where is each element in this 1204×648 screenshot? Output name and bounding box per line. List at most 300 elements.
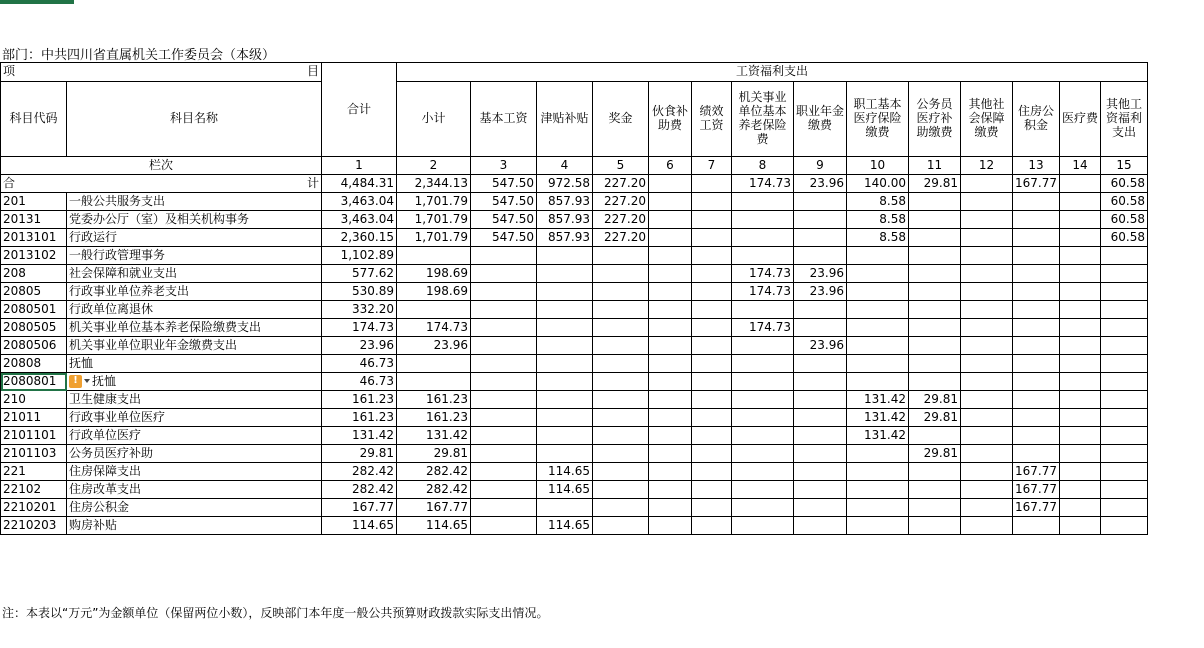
table-row[interactable] [1, 337, 1148, 355]
cell-value[interactable] [649, 409, 692, 427]
cell-value[interactable] [732, 193, 794, 211]
cell-value[interactable] [794, 499, 847, 517]
cell-value[interactable] [537, 355, 593, 373]
cell-value[interactable] [732, 211, 794, 229]
row-name[interactable]: 行政运行 [67, 229, 322, 247]
cell-value[interactable] [471, 319, 537, 337]
cell-value[interactable] [1060, 283, 1101, 301]
cell-value[interactable]: 530.89 [322, 283, 397, 301]
cell-value[interactable] [732, 373, 794, 391]
cell-value[interactable] [847, 319, 909, 337]
cell-value[interactable] [1060, 445, 1101, 463]
cell-value[interactable] [1060, 301, 1101, 319]
cell-value[interactable]: 46.73 [322, 373, 397, 391]
cell-value[interactable]: 547.50 [471, 229, 537, 247]
cell-value[interactable] [1101, 445, 1148, 463]
cell-value[interactable] [1013, 319, 1060, 337]
table-row[interactable] [1, 481, 1148, 499]
cell-value[interactable] [471, 481, 537, 499]
cell-value[interactable] [961, 247, 1013, 265]
row-code[interactable]: 2013102 [1, 247, 67, 265]
cell-value[interactable]: 167.77 [1013, 499, 1060, 517]
cell-value[interactable] [471, 409, 537, 427]
cell-value[interactable] [794, 517, 847, 535]
cell-value[interactable]: 167.77 [322, 499, 397, 517]
cell-value[interactable] [909, 283, 961, 301]
cell-value[interactable] [961, 193, 1013, 211]
cell-value[interactable] [692, 409, 732, 427]
cell-value[interactable] [961, 409, 1013, 427]
cell-value[interactable] [909, 427, 961, 445]
table-row[interactable] [1, 319, 1148, 337]
cell-value[interactable] [961, 427, 1013, 445]
cell-value[interactable] [537, 319, 593, 337]
table-row[interactable] [1, 517, 1148, 535]
cell-value[interactable] [593, 409, 649, 427]
cell-value[interactable] [649, 481, 692, 499]
cell-value[interactable] [909, 337, 961, 355]
cell-value[interactable]: 8.58 [847, 193, 909, 211]
cell-value[interactable]: 857.93 [537, 229, 593, 247]
cell-value[interactable] [1060, 499, 1101, 517]
cell-value[interactable]: 23.96 [322, 337, 397, 355]
row-code[interactable]: 20808 [1, 355, 67, 373]
cell-value[interactable]: 114.65 [322, 517, 397, 535]
row-code[interactable]: 2080801 [1, 373, 67, 391]
cell-value[interactable] [649, 229, 692, 247]
cell-value[interactable]: 1,701.79 [397, 229, 471, 247]
cell-value[interactable] [471, 445, 537, 463]
cell-value[interactable] [397, 355, 471, 373]
cell-value[interactable]: 857.93 [537, 193, 593, 211]
cell-value[interactable] [593, 391, 649, 409]
cell-value[interactable] [593, 517, 649, 535]
row-code[interactable]: 2080505 [1, 319, 67, 337]
cell-value[interactable] [1060, 409, 1101, 427]
cell-value[interactable] [961, 517, 1013, 535]
cell-value[interactable] [909, 517, 961, 535]
table-row[interactable] [1, 463, 1148, 481]
cell-value[interactable] [692, 283, 732, 301]
cell-value[interactable]: 29.81 [397, 445, 471, 463]
cell-value[interactable] [1013, 283, 1060, 301]
row-code[interactable]: 21011 [1, 409, 67, 427]
cell-value[interactable] [593, 445, 649, 463]
cell-value[interactable] [593, 499, 649, 517]
row-name[interactable]: 机关事业单位基本养老保险缴费支出 [67, 319, 322, 337]
row-name[interactable]: 行政事业单位养老支出 [67, 283, 322, 301]
cell-value[interactable] [692, 373, 732, 391]
cell-value[interactable] [537, 427, 593, 445]
cell-value[interactable] [692, 229, 732, 247]
cell-value[interactable] [909, 355, 961, 373]
cell-value[interactable] [732, 445, 794, 463]
cell-value[interactable]: 23.96 [794, 265, 847, 283]
cell-value[interactable] [692, 265, 732, 283]
table-row[interactable] [1, 283, 1148, 301]
row-name[interactable]: 住房保障支出 [67, 463, 322, 481]
cell-value[interactable] [909, 463, 961, 481]
cell-value[interactable] [1013, 265, 1060, 283]
cell-value[interactable] [649, 247, 692, 265]
cell-value[interactable] [537, 301, 593, 319]
cell-value[interactable] [471, 373, 537, 391]
cell-value[interactable]: 282.42 [322, 481, 397, 499]
cell-value[interactable] [847, 265, 909, 283]
cell-value[interactable] [1101, 499, 1148, 517]
cell-value[interactable]: 174.73 [732, 319, 794, 337]
row-name[interactable]: 住房改革支出 [67, 481, 322, 499]
table-row[interactable] [1, 445, 1148, 463]
cell-value[interactable] [593, 481, 649, 499]
cell-value[interactable] [847, 499, 909, 517]
cell-value[interactable] [961, 445, 1013, 463]
row-code[interactable]: 221 [1, 463, 67, 481]
cell-value[interactable]: 547.50 [471, 193, 537, 211]
cell-value[interactable] [794, 355, 847, 373]
cell-value[interactable]: 1,102.89 [322, 247, 397, 265]
cell-value[interactable] [471, 463, 537, 481]
cell-value[interactable] [471, 283, 537, 301]
cell-value[interactable]: 46.73 [322, 355, 397, 373]
cell-value[interactable]: 29.81 [909, 445, 961, 463]
cell-value[interactable]: 23.96 [794, 283, 847, 301]
cell-value[interactable] [847, 247, 909, 265]
cell-value[interactable] [593, 283, 649, 301]
cell-value[interactable] [537, 283, 593, 301]
cell-value[interactable] [847, 355, 909, 373]
cell-value[interactable] [692, 301, 732, 319]
row-name[interactable]: 抚恤 [67, 355, 322, 373]
row-name[interactable]: 公务员医疗补助 [67, 445, 322, 463]
cell-value[interactable] [1101, 247, 1148, 265]
cell-value[interactable] [1101, 265, 1148, 283]
cell-value[interactable] [1060, 373, 1101, 391]
cell-value[interactable] [649, 427, 692, 445]
cell-value[interactable] [692, 391, 732, 409]
cell-value[interactable]: 131.42 [847, 427, 909, 445]
cell-value[interactable] [961, 283, 1013, 301]
cell-value[interactable] [1060, 193, 1101, 211]
cell-value[interactable]: 161.23 [397, 391, 471, 409]
cell-value[interactable] [732, 247, 794, 265]
cell-value[interactable] [732, 391, 794, 409]
cell-value[interactable] [471, 499, 537, 517]
cell-value[interactable] [593, 265, 649, 283]
cell-value[interactable]: 227.20 [593, 211, 649, 229]
table-row[interactable] [1, 427, 1148, 445]
cell-value[interactable]: 60.58 [1101, 193, 1148, 211]
cell-value[interactable] [794, 427, 847, 445]
cell-value[interactable] [593, 247, 649, 265]
cell-value[interactable] [909, 211, 961, 229]
cell-value[interactable] [1060, 427, 1101, 445]
row-code[interactable]: 208 [1, 265, 67, 283]
cell-value[interactable]: 29.81 [909, 409, 961, 427]
cell-value[interactable] [1013, 229, 1060, 247]
cell-value[interactable] [909, 229, 961, 247]
cell-value[interactable]: 1,701.79 [397, 193, 471, 211]
cell-value[interactable] [1013, 211, 1060, 229]
cell-value[interactable] [1101, 283, 1148, 301]
cell-value[interactable] [1060, 319, 1101, 337]
cell-value[interactable] [692, 463, 732, 481]
cell-value[interactable] [847, 283, 909, 301]
cell-value[interactable]: 547.50 [471, 211, 537, 229]
cell-value[interactable] [961, 373, 1013, 391]
cell-value[interactable]: 167.77 [1013, 463, 1060, 481]
cell-value[interactable] [649, 211, 692, 229]
cell-value[interactable] [649, 319, 692, 337]
cell-value[interactable] [692, 499, 732, 517]
table-row[interactable] [1, 193, 1148, 211]
cell-value[interactable] [961, 265, 1013, 283]
cell-value[interactable]: 198.69 [397, 265, 471, 283]
cell-value[interactable] [649, 301, 692, 319]
cell-value[interactable] [649, 517, 692, 535]
cell-value[interactable] [961, 337, 1013, 355]
cell-value[interactable]: 131.42 [397, 427, 471, 445]
row-name[interactable]: 社会保障和就业支出 [67, 265, 322, 283]
row-name[interactable]: 卫生健康支出 [67, 391, 322, 409]
cell-value[interactable]: 23.96 [794, 337, 847, 355]
cell-value[interactable] [649, 355, 692, 373]
cell-value[interactable] [649, 337, 692, 355]
table-row[interactable] [1, 355, 1148, 373]
cell-value[interactable] [847, 517, 909, 535]
cell-value[interactable] [692, 427, 732, 445]
table-row[interactable] [1, 499, 1148, 517]
cell-value[interactable] [537, 247, 593, 265]
cell-value[interactable] [1013, 445, 1060, 463]
cell-value[interactable] [1013, 427, 1060, 445]
cell-value[interactable]: 167.77 [397, 499, 471, 517]
cell-value[interactable] [593, 337, 649, 355]
cell-value[interactable] [794, 445, 847, 463]
cell-value[interactable] [961, 211, 1013, 229]
cell-value[interactable]: 60.58 [1101, 211, 1148, 229]
cell-value[interactable] [593, 355, 649, 373]
cell-value[interactable] [732, 337, 794, 355]
cell-value[interactable]: 161.23 [397, 409, 471, 427]
cell-value[interactable]: 8.58 [847, 229, 909, 247]
cell-value[interactable] [847, 445, 909, 463]
cell-value[interactable]: 1,701.79 [397, 211, 471, 229]
cell-value[interactable]: 2,360.15 [322, 229, 397, 247]
cell-value[interactable]: 29.81 [322, 445, 397, 463]
cell-value[interactable] [692, 319, 732, 337]
cell-value[interactable]: 161.23 [322, 409, 397, 427]
cell-value[interactable] [471, 391, 537, 409]
row-name[interactable]: 住房公积金 [67, 499, 322, 517]
cell-value[interactable]: 8.58 [847, 211, 909, 229]
cell-value[interactable] [471, 355, 537, 373]
cell-value[interactable] [909, 319, 961, 337]
cell-value[interactable] [649, 283, 692, 301]
cell-value[interactable] [537, 373, 593, 391]
cell-value[interactable]: 3,463.04 [322, 211, 397, 229]
cell-value[interactable]: 167.77 [1013, 481, 1060, 499]
cell-value[interactable]: 29.81 [909, 391, 961, 409]
cell-value[interactable] [909, 265, 961, 283]
cell-value[interactable] [909, 499, 961, 517]
cell-value[interactable] [471, 517, 537, 535]
cell-value[interactable] [909, 193, 961, 211]
cell-value[interactable] [593, 427, 649, 445]
cell-value[interactable]: 60.58 [1101, 229, 1148, 247]
cell-value[interactable] [537, 409, 593, 427]
table-row[interactable] [1, 247, 1148, 265]
table-row[interactable] [1, 265, 1148, 283]
table-row[interactable] [1, 301, 1148, 319]
cell-value[interactable]: 131.42 [322, 427, 397, 445]
cell-value[interactable] [692, 337, 732, 355]
cell-value[interactable] [537, 265, 593, 283]
cell-value[interactable] [961, 391, 1013, 409]
cell-value[interactable] [649, 373, 692, 391]
cell-value[interactable]: 198.69 [397, 283, 471, 301]
cell-value[interactable] [732, 229, 794, 247]
cell-value[interactable] [649, 391, 692, 409]
cell-value[interactable] [692, 355, 732, 373]
cell-value[interactable]: 114.65 [397, 517, 471, 535]
cell-value[interactable] [537, 445, 593, 463]
cell-value[interactable] [692, 481, 732, 499]
cell-value[interactable] [1013, 193, 1060, 211]
cell-value[interactable]: 227.20 [593, 229, 649, 247]
cell-value[interactable] [732, 427, 794, 445]
cell-value[interactable] [397, 247, 471, 265]
cell-value[interactable] [1060, 265, 1101, 283]
row-code[interactable]: 210 [1, 391, 67, 409]
cell-value[interactable] [1101, 463, 1148, 481]
cell-value[interactable]: 3,463.04 [322, 193, 397, 211]
cell-value[interactable] [1060, 517, 1101, 535]
row-name[interactable]: 购房补贴 [67, 517, 322, 535]
cell-value[interactable]: 131.42 [847, 409, 909, 427]
cell-value[interactable] [1101, 391, 1148, 409]
cell-value[interactable] [1013, 301, 1060, 319]
row-code[interactable]: 2210201 [1, 499, 67, 517]
cell-value[interactable] [794, 481, 847, 499]
row-code[interactable]: 201 [1, 193, 67, 211]
cell-value[interactable]: 227.20 [593, 193, 649, 211]
cell-value[interactable]: 174.73 [732, 283, 794, 301]
cell-value[interactable] [794, 193, 847, 211]
cell-value[interactable]: 114.65 [537, 517, 593, 535]
cell-value[interactable] [961, 301, 1013, 319]
cell-value[interactable] [732, 499, 794, 517]
cell-value[interactable] [1013, 517, 1060, 535]
cell-value[interactable] [471, 337, 537, 355]
cell-value[interactable]: 332.20 [322, 301, 397, 319]
row-code[interactable]: 20131 [1, 211, 67, 229]
cell-value[interactable] [1060, 481, 1101, 499]
table-row[interactable] [1, 391, 1148, 409]
cell-value[interactable] [593, 301, 649, 319]
cell-value[interactable] [649, 445, 692, 463]
cell-value[interactable] [1060, 229, 1101, 247]
cell-value[interactable] [909, 481, 961, 499]
cell-value[interactable]: 161.23 [322, 391, 397, 409]
cell-value[interactable] [1101, 337, 1148, 355]
cell-value[interactable] [1060, 337, 1101, 355]
cell-value[interactable] [692, 445, 732, 463]
cell-value[interactable] [1013, 373, 1060, 391]
cell-value[interactable] [961, 229, 1013, 247]
cell-value[interactable]: 114.65 [537, 463, 593, 481]
row-code[interactable]: 20805 [1, 283, 67, 301]
table-row[interactable] [1, 409, 1148, 427]
row-code[interactable]: 2080501 [1, 301, 67, 319]
cell-value[interactable] [593, 463, 649, 481]
cell-value[interactable] [471, 301, 537, 319]
cell-value[interactable] [1101, 481, 1148, 499]
cell-value[interactable] [794, 391, 847, 409]
cell-value[interactable] [794, 247, 847, 265]
row-name[interactable]: 机关事业单位职业年金缴费支出 [67, 337, 322, 355]
row-code[interactable]: 2210203 [1, 517, 67, 535]
cell-value[interactable] [1013, 337, 1060, 355]
row-code[interactable]: 2013101 [1, 229, 67, 247]
table-row[interactable] [1, 373, 1148, 391]
validation-marker[interactable] [69, 375, 92, 388]
row-code[interactable]: 22102 [1, 481, 67, 499]
cell-value[interactable] [1101, 427, 1148, 445]
row-name[interactable]: 党委办公厅（室）及相关机构事务 [67, 211, 322, 229]
cell-value[interactable] [732, 409, 794, 427]
cell-value[interactable]: 114.65 [537, 481, 593, 499]
cell-value[interactable] [1060, 355, 1101, 373]
cell-value[interactable] [649, 265, 692, 283]
cell-value[interactable] [732, 355, 794, 373]
cell-value[interactable] [537, 499, 593, 517]
cell-value[interactable] [537, 391, 593, 409]
cell-value[interactable]: 282.42 [397, 463, 471, 481]
row-name[interactable]: 行政单位医疗 [67, 427, 322, 445]
cell-value[interactable] [732, 481, 794, 499]
cell-value[interactable] [692, 211, 732, 229]
cell-value[interactable] [961, 499, 1013, 517]
cell-value[interactable] [961, 463, 1013, 481]
cell-value[interactable] [909, 373, 961, 391]
cell-value[interactable] [649, 193, 692, 211]
cell-value[interactable] [732, 301, 794, 319]
cell-value[interactable] [1060, 247, 1101, 265]
cell-value[interactable] [909, 247, 961, 265]
cell-value[interactable] [1101, 409, 1148, 427]
cell-value[interactable]: 577.62 [322, 265, 397, 283]
cell-value[interactable] [794, 301, 847, 319]
cell-value[interactable] [397, 301, 471, 319]
row-name[interactable]: 一般行政管理事务 [67, 247, 322, 265]
cell-value[interactable] [1060, 211, 1101, 229]
cell-value[interactable] [1060, 463, 1101, 481]
warning-icon[interactable] [69, 375, 82, 388]
cell-value[interactable] [1060, 391, 1101, 409]
cell-value[interactable] [1101, 355, 1148, 373]
cell-value[interactable]: 282.42 [322, 463, 397, 481]
cell-value[interactable] [1013, 409, 1060, 427]
cell-value[interactable] [794, 211, 847, 229]
cell-value[interactable] [397, 373, 471, 391]
cell-value[interactable] [794, 463, 847, 481]
cell-value[interactable] [471, 247, 537, 265]
cell-value[interactable]: 857.93 [537, 211, 593, 229]
cell-value[interactable] [692, 517, 732, 535]
cell-value[interactable]: 174.73 [397, 319, 471, 337]
cell-value[interactable] [732, 517, 794, 535]
